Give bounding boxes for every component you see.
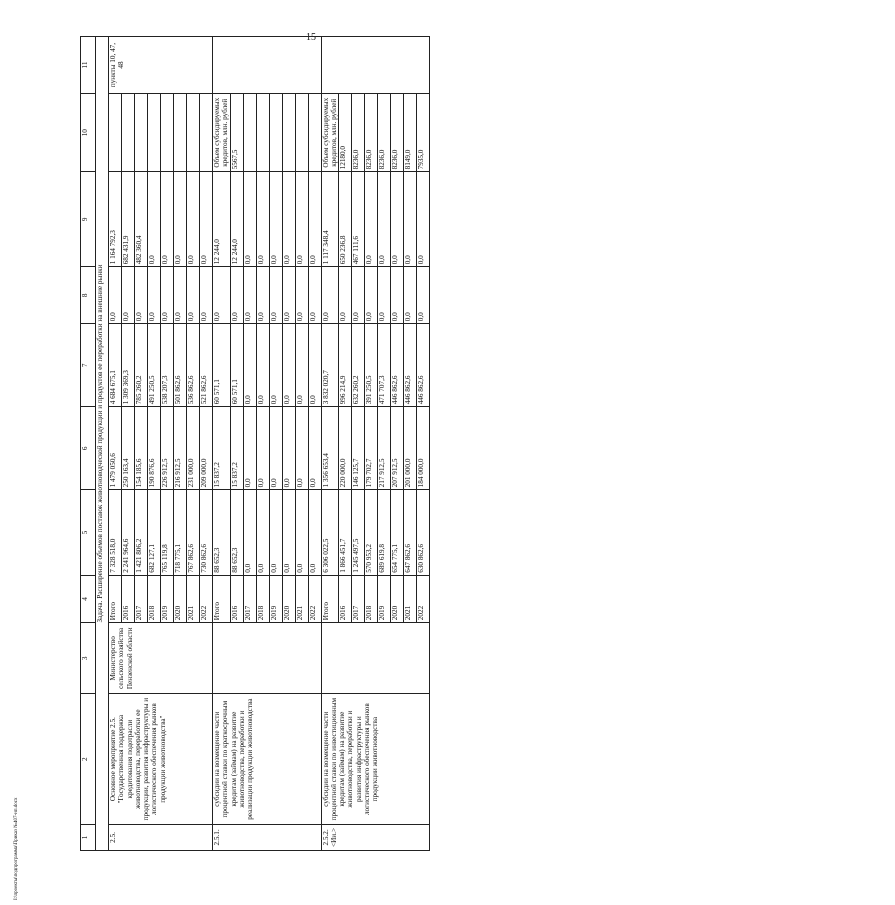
measure-name: Основное мероприятие 2.5. "Государственная поддержка кредитования подотрасли животноводства, переработки ее продукции, развития инфраструктуры и логистического обеспечения рынков продукции животноводства" [109,694,213,825]
column-header-11: 11 [81,37,96,94]
period-label: Итого [213,575,231,622]
year-label: 2017 [352,575,365,622]
year-value: 467 111,6 [352,172,365,267]
year-value: 0,0 [339,267,352,324]
year-value: 630 862,6 [417,490,430,575]
column-number-header [81,37,96,851]
year-value: 220 000,0 [339,407,352,490]
year-value: 0,0 [378,267,391,324]
note-cell [321,37,430,94]
year-value: 146 125,7 [352,407,365,490]
year-value [256,94,269,172]
total-value: 0,0 [109,267,122,324]
table-row [109,37,122,851]
year-value: 154 185,6 [135,407,148,490]
total-value: Объем субсидируемых кредитов, млн. рублей [213,94,231,172]
measure-name: субсидии на возмещение части процентной ставки по краткосрочным кредитам (займам) на развитие животноводства, переработки и реализации продукции животноводства [213,694,322,825]
year-value: 60 571,1 [230,324,243,407]
year-value: 446 862,6 [417,324,430,407]
year-value: 0,0 [148,172,161,267]
year-value: 7935,0 [417,94,430,172]
year-value: 0,0 [243,407,256,490]
year-value: 0,0 [243,490,256,575]
year-value: 0,0 [282,172,295,267]
year-value: 0,0 [256,172,269,267]
note-cell: пункты 10, 47, 48 [109,37,213,94]
year-value [122,94,135,172]
year-value [282,94,295,172]
year-value: 5567,5 [230,94,243,172]
year-value: 0,0 [243,172,256,267]
year-value: 0,0 [243,324,256,407]
year-value: 207 912,5 [391,407,404,490]
year-value: 8236,0 [352,94,365,172]
year-value: 0,0 [308,324,321,407]
year-value: 0,0 [282,490,295,575]
column-header-9: 9 [81,172,96,267]
year-label: 2018 [365,575,378,622]
column-header-10: 10 [81,94,96,172]
year-label: 2022 [200,575,213,622]
year-label: 2020 [282,575,295,622]
year-value: 0,0 [391,172,404,267]
year-value [200,94,213,172]
year-value: 88 652,3 [230,490,243,575]
year-value [148,94,161,172]
year-value: 0,0 [282,407,295,490]
year-value: 0,0 [230,267,243,324]
year-value: 0,0 [269,490,282,575]
total-value: 1 117 348,4 [321,172,339,267]
year-value [269,94,282,172]
year-value: 0,0 [365,267,378,324]
year-value: 0,0 [269,324,282,407]
year-value: 0,0 [295,490,308,575]
year-value: 179 702,7 [365,407,378,490]
year-value: 521 862,6 [200,324,213,407]
rotated-table-area [80,42,895,851]
year-value: 0,0 [200,267,213,324]
total-value: Объем субсидируемых кредитов, млн. рублей [321,94,339,172]
year-value: 201 000,0 [404,407,417,490]
column-header-6: 6 [81,407,96,490]
executor [213,623,322,694]
year-value: 0,0 [308,267,321,324]
year-value [187,94,200,172]
year-value [161,94,174,172]
year-value: 0,0 [161,267,174,324]
year-value: 0,0 [243,267,256,324]
year-value: 647 862,6 [404,490,417,575]
year-value: 785 260,2 [135,324,148,407]
year-value: 216 912,5 [174,407,187,490]
column-header-5: 5 [81,490,96,575]
year-value: 0,0 [352,267,365,324]
year-value: 0,0 [148,267,161,324]
year-value: 12180,0 [339,94,352,172]
year-value: 0,0 [308,490,321,575]
measure-number: 2.5. [109,824,213,850]
page-number: 15 [306,32,316,43]
year-value: 8149,0 [404,94,417,172]
column-header-3: 3 [81,623,96,694]
year-value: 15 837,2 [230,407,243,490]
year-value: 765 119,8 [161,490,174,575]
year-value: 0,0 [282,324,295,407]
year-value: 1 421 806,2 [135,490,148,575]
year-value: 184 000,0 [417,407,430,490]
year-value: 0,0 [378,172,391,267]
year-label: 2022 [308,575,321,622]
year-label: 2017 [135,575,148,622]
year-value: 0,0 [391,267,404,324]
column-header-4: 4 [81,575,96,622]
year-value: 632 260,2 [352,324,365,407]
year-value [295,94,308,172]
year-value: 250 163,4 [122,407,135,490]
year-value: 0,0 [269,407,282,490]
year-value: 730 862,6 [200,490,213,575]
table-row [213,37,231,851]
year-value: 8236,0 [378,94,391,172]
year-value: 0,0 [404,267,417,324]
year-label: 2019 [378,575,391,622]
footer-file-path [8,797,20,900]
executor: Министерство сельского хозяйства Пензенской области [109,623,213,694]
year-value: 0,0 [174,267,187,324]
task-title-row [96,37,109,851]
year-value [308,94,321,172]
year-label: 2016 [339,575,352,622]
year-label: 2021 [187,575,200,622]
period-label: Итого [109,575,122,622]
measure-number: 2.5.1. [213,824,322,850]
year-value: 536 862,6 [187,324,200,407]
total-value: 3 832 020,7 [321,324,339,407]
note-cell [213,37,322,94]
year-value: 8236,0 [365,94,378,172]
task-title: Задача. Расширение объемов поставок животноводческой продукции и продуктов ее переработки на внешние рынки [96,37,109,851]
year-value: 0,0 [269,267,282,324]
year-label: 2018 [148,575,161,622]
year-value: 0,0 [200,172,213,267]
total-value [109,94,122,172]
year-value: 0,0 [295,407,308,490]
year-value: 226 912,5 [161,407,174,490]
column-header-1: 1 [81,824,96,850]
total-value: 7 328 518,0 [109,490,122,575]
year-value [135,94,148,172]
year-value: 0,0 [161,172,174,267]
year-value: 217 912,5 [378,407,391,490]
year-label: 2022 [417,575,430,622]
table-row [321,37,339,851]
year-value: 209 000,0 [200,407,213,490]
year-value: 0,0 [308,172,321,267]
year-value: 0,0 [187,172,200,267]
year-label: 2020 [391,575,404,622]
year-label: 2019 [161,575,174,622]
year-value: 767 862,6 [187,490,200,575]
year-value: 0,0 [417,172,430,267]
year-value: 0,0 [295,324,308,407]
year-label: 2021 [295,575,308,622]
year-value: 0,0 [122,267,135,324]
year-value: 12 244,0 [230,172,243,267]
year-value: 482 360,4 [135,172,148,267]
year-value: 231 000,0 [187,407,200,490]
year-label: 2018 [256,575,269,622]
measure-name: субсидии на возмещение части процентной ставки по инвестиционным кредитам (займам) на развитие животноводства, переработки и развития инфраструктуры и логистического обеспечения рынков продукции животноводства [321,694,430,825]
year-value: 446 862,6 [391,324,404,407]
year-label: 2017 [243,575,256,622]
year-label: 2019 [269,575,282,622]
year-label: 2016 [230,575,243,622]
year-value: 0,0 [417,267,430,324]
column-header-7: 7 [81,324,96,407]
total-value: 4 684 675,1 [109,324,122,407]
year-value: 2 241 964,6 [122,490,135,575]
year-value: 682 431,9 [122,172,135,267]
year-value: 391 250,5 [365,324,378,407]
column-header-8: 8 [81,267,96,324]
year-value: 0,0 [187,267,200,324]
period-label: Итого [321,575,339,622]
total-value: 0,0 [321,267,339,324]
total-value: 88 652,3 [213,490,231,575]
executor [321,623,430,694]
total-value: 12 244,0 [213,172,231,267]
year-value: 0,0 [135,267,148,324]
year-value: 1 245 497,5 [352,490,365,575]
total-value: 1 356 653,4 [321,407,339,490]
svg-text:I:\проекты\подпрограмма\Приказ: I:\проекты\подпрограмма\Приказ №407-нп.docx [14,797,19,900]
year-value: 689 619,8 [378,490,391,575]
year-value: 682 127,1 [148,490,161,575]
year-value: 471 707,3 [378,324,391,407]
year-value: 501 862,6 [174,324,187,407]
year-value: 0,0 [404,172,417,267]
year-value: 996 214,9 [339,324,352,407]
year-value: 446 862,6 [404,324,417,407]
year-value: 0,0 [308,407,321,490]
year-value: 0,0 [256,490,269,575]
column-header-2: 2 [81,694,96,825]
year-value: 8236,0 [391,94,404,172]
year-value: 0,0 [282,267,295,324]
year-value: 491 250,5 [148,324,161,407]
year-value: 190 876,6 [148,407,161,490]
year-value [243,94,256,172]
year-value: 718 775,1 [174,490,187,575]
total-value: 1 479 050,6 [109,407,122,490]
total-value: 15 837,2 [213,407,231,490]
budget-table [80,36,430,851]
total-value: 6 306 022,5 [321,490,339,575]
total-value: 1 164 792,3 [109,172,122,267]
year-label: 2020 [174,575,187,622]
year-value: 0,0 [269,172,282,267]
year-value: 538 207,3 [161,324,174,407]
year-value: 0,0 [256,407,269,490]
year-value: 0,0 [174,172,187,267]
year-value: 0,0 [256,267,269,324]
year-value: 0,0 [256,324,269,407]
year-value: 1 309 369,3 [122,324,135,407]
year-value: 654 775,1 [391,490,404,575]
year-label: 2016 [122,575,135,622]
year-label: 2021 [404,575,417,622]
year-value: 570 953,2 [365,490,378,575]
year-value: 1 866 451,7 [339,490,352,575]
year-value: 650 236,8 [339,172,352,267]
total-value: 0,0 [213,267,231,324]
year-value [174,94,187,172]
year-value: 0,0 [365,172,378,267]
measure-number: 2.5.2. <Ии.> [321,824,430,850]
total-value: 60 571,1 [213,324,231,407]
year-value: 0,0 [295,172,308,267]
year-value: 0,0 [295,267,308,324]
